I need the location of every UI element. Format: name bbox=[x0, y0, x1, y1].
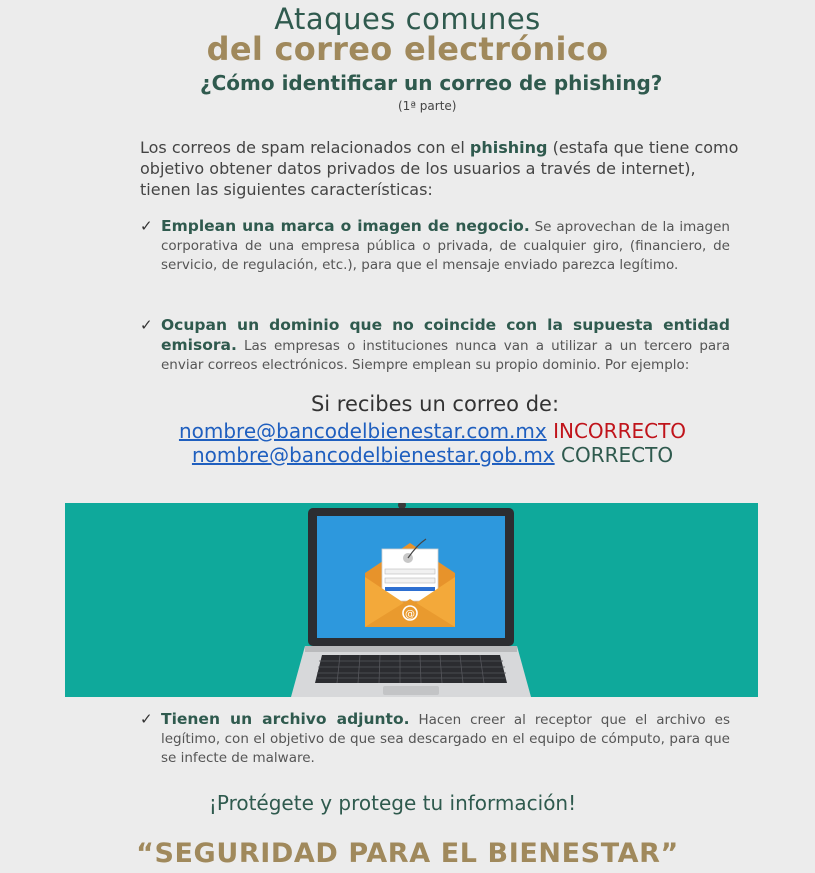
list-item-brand bbox=[140, 217, 730, 275]
at-symbol: @ bbox=[405, 609, 415, 620]
check-icon: ✓ bbox=[140, 710, 153, 728]
example-lead: Si recibes un correo de: bbox=[310, 392, 560, 416]
title-line-1: Ataques comunes bbox=[274, 2, 541, 36]
item-heading: Ocupan un dominio que no coincide con la supuesta entidad emisora. bbox=[161, 316, 730, 354]
check-icon: ✓ bbox=[140, 316, 153, 334]
title-line-2: del correo electrónico bbox=[206, 30, 609, 68]
list-item-attachment bbox=[140, 710, 730, 768]
intro-keyword: phishing bbox=[469, 138, 548, 157]
subtitle: ¿Cómo identificar un correo de phishing? bbox=[200, 71, 663, 95]
right-email-link[interactable]: nombre@bancodelbienestar.gob.mx bbox=[191, 443, 555, 467]
wrong-email-link[interactable]: nombre@bancodelbienestar.com.mx bbox=[178, 419, 547, 443]
item-body: Se aprovechan de la imagen corporativa de una empresa pública o privada, de cualquier giro, (financiero, de servicio, de regulación, etc.), para que el mensaje enviado parezca legítimo. bbox=[161, 219, 730, 273]
item-body: Hacen creer al receptor que el archivo es legítimo, con el objetivo de que sea descargado en el equipo de cómputo, para que se infecte de malware. bbox=[161, 712, 730, 766]
example-right bbox=[0, 443, 815, 467]
list-item-domain bbox=[140, 316, 730, 375]
correct-label: CORRECTO bbox=[561, 443, 674, 467]
intro-before: Los correos de spam relacionados con el bbox=[140, 138, 470, 157]
part-label: (1ª parte) bbox=[398, 99, 457, 113]
phishing-laptop-illustration bbox=[65, 503, 758, 697]
slogan: “SEGURIDAD PARA EL BIENESTAR” bbox=[136, 838, 679, 869]
check-icon: ✓ bbox=[140, 217, 153, 235]
intro-after: (estafa que tiene como objetivo obtener datos privados de los usuarios a través de internet), tienen las siguientes características: bbox=[140, 138, 739, 199]
item-heading: Emplean una marca o imagen de negocio. bbox=[161, 217, 530, 235]
item-body: Las empresas o instituciones nunca van a utilizar a un tercero para enviar correos electrónicos. Siempre emplean su propio dominio. Por ejemplo: bbox=[161, 338, 730, 373]
incorrect-label: INCORRECTO bbox=[553, 419, 687, 443]
phishing-banner bbox=[65, 503, 758, 697]
protect-message: ¡Protégete y protege tu información! bbox=[208, 791, 577, 815]
example-wrong bbox=[0, 419, 815, 443]
intro-paragraph bbox=[140, 137, 740, 200]
item-heading: Tienen un archivo adjunto. bbox=[161, 710, 410, 728]
